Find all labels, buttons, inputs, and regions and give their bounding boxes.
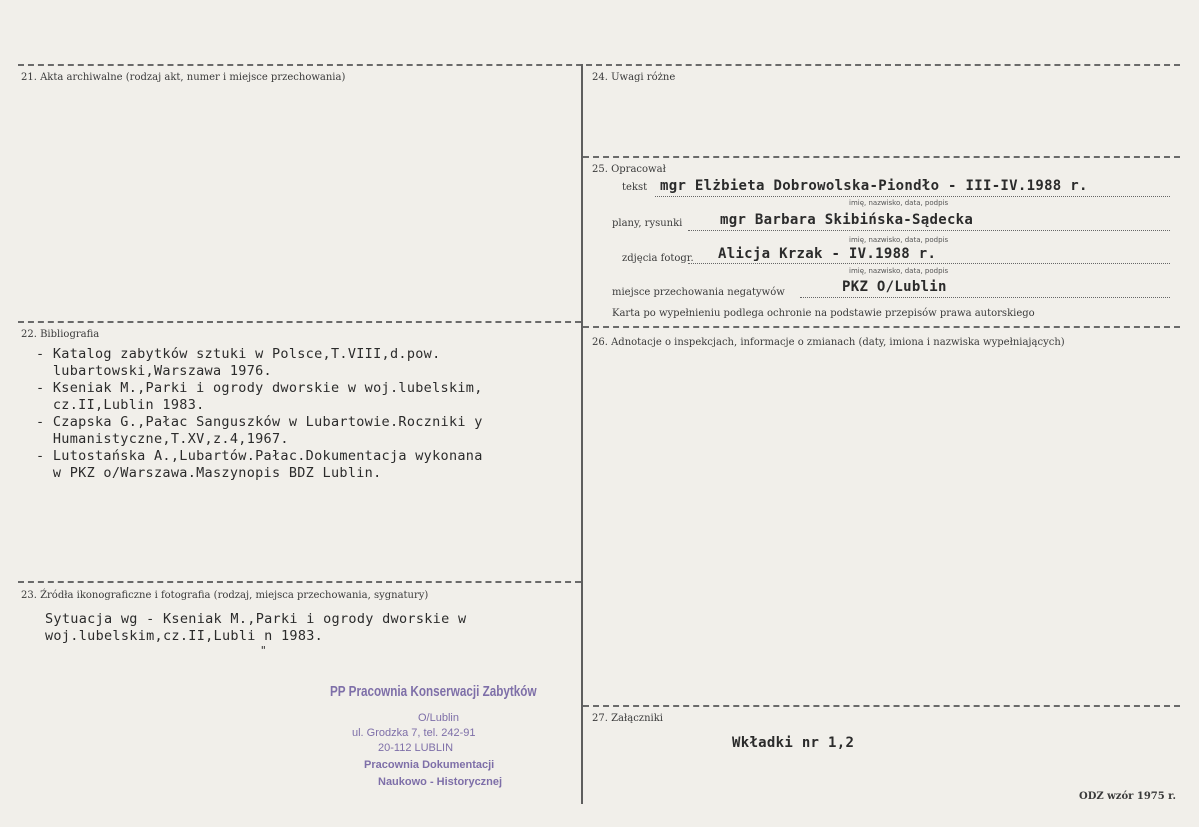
top-rule — [18, 64, 1180, 66]
rule-22-23 — [18, 581, 581, 583]
rule-25-26 — [583, 326, 1180, 328]
stamp-line: O/Lublin — [418, 712, 459, 724]
bibliography-line: - Czapska G.,Pałac Sanguszków w Lubartowie.Roczniki y — [36, 414, 483, 430]
photos-line — [688, 263, 1170, 264]
negatives-value: PKZ O/Lublin — [842, 279, 947, 295]
iconography-line: Sytuacja wg - Kseniak M.,Parki i ogrody dworskie w — [45, 611, 467, 627]
text-author-line — [655, 196, 1170, 197]
bibliography-line: Humanistyczne,T.XV,z.4,1967. — [36, 431, 289, 447]
photos-label: zdjęcia fotogr. — [622, 253, 694, 264]
text-author-value: mgr Elżbieta Dobrowolska-Piondło - III-IV.1988 r. — [660, 178, 1088, 194]
section-24-label: 24. Uwagi różne — [592, 72, 676, 83]
stamp-line: Naukowo - Historycznej — [378, 776, 503, 788]
center-divider — [581, 64, 583, 804]
bibliography-line: - Kseniak M.,Parki i ogrody dworskie w woj.lubelskim, — [36, 380, 483, 396]
bibliography-line: - Lutostańska A.,Lubartów.Pałac.Dokumentacja wykonana — [36, 448, 483, 464]
bibliography-line: w PKZ o/Warszawa.Maszynopis BDZ Lublin. — [36, 465, 382, 481]
drawings-caption: imię, nazwisko, data, podpis — [849, 236, 949, 244]
stamp-line: 20-112 LUBLIN — [378, 742, 454, 754]
rule-24-25 — [583, 156, 1180, 158]
stamp-line: Pracownia Dokumentacji — [364, 759, 495, 771]
iconography-line: woj.lubelskim,cz.II,Lubli n 1983. — [45, 628, 324, 644]
section-23-label: 23. Źródła ikonograficzne i fotografia (rodzaj, miejsca przechowania, sygnatury) — [21, 590, 429, 601]
text-author-label: tekst — [622, 182, 648, 193]
bibliography-line: cz.II,Lublin 1983. — [36, 397, 205, 413]
text-author-caption: imię, nazwisko, data, podpis — [849, 199, 949, 207]
bibliography-line: - Katalog zabytków sztuki w Polsce,T.VIII,d.pow. — [36, 346, 441, 362]
drawings-label: plany, rysunki — [612, 218, 683, 229]
section-21-label: 21. Akta archiwalne (rodzaj akt, numer i miejsce przechowania) — [21, 72, 346, 83]
rule-26-27 — [583, 705, 1180, 707]
section-22-label: 22. Bibliografia — [21, 329, 100, 340]
stamp-line: PP Pracownia Konserwacji Zabytków — [330, 683, 537, 700]
attachments-value: Wkładki nr 1,2 — [732, 735, 855, 751]
section-26-label: 26. Adnotacje o inspekcjach, informacje o zmianach (daty, imiona i nazwiska wypełniających) — [592, 337, 1065, 348]
drawings-line — [688, 230, 1170, 231]
photos-value: Alicja Krzak - IV.1988 r. — [718, 246, 937, 262]
section-25-label: 25. Opracował — [592, 164, 666, 175]
negatives-line — [800, 297, 1170, 298]
negatives-label: miejsce przechowania negatywów — [612, 287, 785, 298]
form-version: ODZ wzór 1975 r. — [1079, 791, 1177, 802]
drawings-value: mgr Barbara Skibińska-Sądecka — [720, 212, 974, 228]
rule-21-22 — [18, 321, 581, 323]
section-27-label: 27. Załączniki — [592, 713, 663, 724]
copyright-note: Karta po wypełnieniu podlega ochronie na podstawie przepisów prawa autorskiego — [612, 308, 1035, 319]
photos-caption: imię, nazwisko, data, podpis — [849, 267, 949, 275]
stamp-line: ul. Grodzka 7, tel. 242-91 — [352, 727, 476, 739]
bibliography-line: lubartowski,Warszawa 1976. — [36, 363, 272, 379]
ditto-mark: " — [260, 644, 267, 657]
